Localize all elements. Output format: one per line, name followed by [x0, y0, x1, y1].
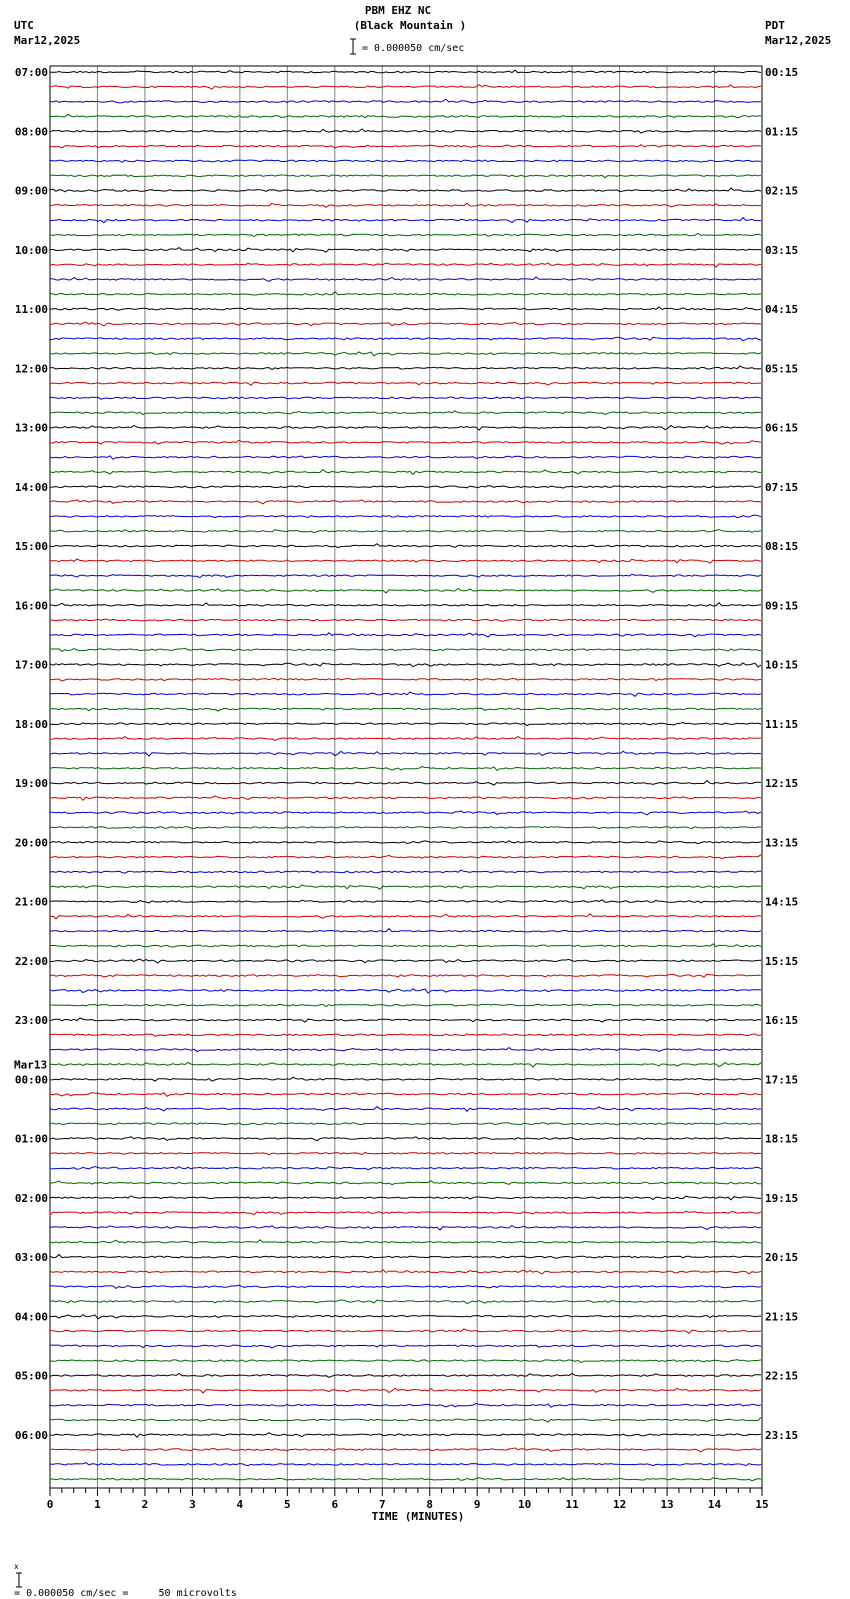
trace-row: [50, 1448, 761, 1452]
trace-row: [50, 1034, 761, 1036]
x-tick-label: 11: [565, 1498, 579, 1511]
trace-row: [50, 175, 761, 178]
trace-row: [50, 426, 761, 431]
x-tick-label: 13: [660, 1498, 674, 1511]
trace-row: [50, 1004, 761, 1006]
trace-row: [50, 411, 761, 415]
trace-row: [50, 203, 761, 207]
trace-row: [50, 574, 761, 577]
utc-hour-label: 11:00: [14, 303, 48, 316]
x-tick-label: 7: [378, 1498, 386, 1511]
pdt-hour-label: 01:15: [765, 125, 799, 139]
x-tick-label: 4: [236, 1498, 244, 1511]
pdt-hour-label: 15:15: [765, 954, 799, 968]
trace-row: [50, 841, 761, 844]
trace-row: [50, 737, 761, 741]
scale-text: = 0.000050 cm/sec: [362, 43, 465, 54]
trace-row: [50, 456, 761, 459]
trace-row: [50, 663, 761, 667]
chart-title: PBM EHZ NC: [364, 4, 432, 17]
utc-hour-label: 22:00: [14, 954, 48, 968]
utc-hour-label: 16:00: [14, 599, 48, 613]
trace-row: [50, 470, 761, 475]
utc-hour-label: 04:00: [14, 1310, 48, 1324]
trace-row: [50, 1433, 761, 1438]
x-tick-label: 14: [707, 1498, 722, 1511]
trace-row: [50, 544, 761, 548]
trace-row: [50, 530, 761, 533]
pdt-hour-label: 07:15: [765, 480, 799, 494]
pdt-hour-label: 21:15: [765, 1310, 799, 1324]
trace-row: [50, 515, 761, 518]
trace-row: [50, 337, 761, 341]
trace-row: [50, 145, 761, 148]
trace-row: [50, 1240, 761, 1243]
trace-row: [50, 767, 761, 771]
trace-row: [50, 1360, 761, 1363]
trace-row: [50, 1404, 761, 1408]
trace-row: [50, 277, 761, 281]
trace-row: [50, 751, 761, 756]
trace-row: [50, 1153, 761, 1155]
pdt-hour-label: 20:15: [765, 1251, 799, 1264]
trace-row: [50, 1300, 761, 1304]
utc-hour-label: 07:00: [14, 66, 48, 79]
x-tick-label: 1: [94, 1498, 101, 1511]
trace-row: [50, 692, 761, 696]
trace-row: [50, 1478, 761, 1481]
trace-row: [50, 85, 761, 90]
trace-row: [50, 1063, 761, 1068]
pdt-hour-label: 17:15: [765, 1073, 799, 1087]
trace-row: [50, 1285, 761, 1288]
utc-hour-label: 15:00: [14, 540, 48, 553]
trace-row: [50, 1418, 761, 1423]
trace-row: [50, 248, 761, 253]
utc-hour-label: 12:00: [14, 362, 48, 376]
x-tick-label: 15: [755, 1498, 769, 1511]
x-tick-label: 12: [612, 1498, 627, 1511]
pdt-hour-label: 02:15: [765, 184, 799, 198]
trace-row: [50, 1137, 761, 1141]
utc-hour-label: 02:00: [14, 1191, 48, 1205]
utc-hour-label: 03:00: [14, 1251, 48, 1264]
pdt-hour-label: 04:15: [765, 303, 799, 316]
left-timezone: UTC: [14, 19, 34, 32]
utc-hour-label: 08:00: [14, 125, 48, 139]
utc-hour-label: 20:00: [14, 836, 48, 850]
trace-row: [50, 959, 761, 963]
right-date: Mar12,2025: [765, 34, 832, 47]
x-tick-label: 10: [518, 1498, 532, 1511]
trace-row: [50, 486, 761, 488]
trace-row: [50, 1345, 761, 1348]
trace-row: [50, 648, 761, 651]
right-timezone: PDT: [765, 19, 785, 32]
x-tick-label: 5: [284, 1498, 291, 1511]
pdt-hour-label: 05:15: [765, 362, 799, 376]
utc-hour-label: 00:00: [14, 1073, 48, 1087]
trace-row: [50, 811, 761, 815]
utc-hour-label: 01:00: [14, 1132, 48, 1146]
pdt-hour-label: 10:15: [765, 658, 799, 672]
trace-row: [50, 263, 761, 267]
trace-row: [50, 307, 761, 310]
date-change-label: Mar13: [14, 1058, 48, 1072]
trace-row: [50, 352, 761, 356]
trace-row: [50, 781, 761, 786]
x-tick-label: 6: [331, 1498, 339, 1511]
trace-row: [50, 1048, 761, 1052]
x-tick-label: 9: [473, 1498, 481, 1511]
trace-row: [50, 1018, 761, 1022]
pdt-hour-label: 12:15: [765, 777, 799, 790]
trace-row: [50, 796, 761, 801]
footer-scale-text: = 0.000050 cm/sec = 50 microvolts: [14, 1588, 237, 1599]
x-tick-label: 0: [46, 1498, 54, 1511]
trace-row: [50, 633, 761, 637]
utc-hour-label: 19:00: [14, 777, 48, 790]
trace-row: [50, 885, 761, 889]
trace-row: [50, 292, 761, 295]
trace-row: [50, 1315, 761, 1319]
trace-row: [50, 914, 761, 919]
pdt-hour-label: 18:15: [765, 1132, 799, 1146]
trace-row: [50, 1196, 761, 1200]
pdt-hour-label: 14:15: [765, 895, 799, 909]
trace-row: [50, 989, 761, 993]
trace-row: [50, 500, 761, 504]
trace-row: [50, 366, 761, 369]
trace-row: [50, 1181, 761, 1185]
trace-row: [50, 974, 761, 977]
trace-row: [50, 1329, 761, 1333]
trace-row: [50, 870, 761, 873]
trace-row: [50, 70, 761, 73]
footer-mark: x: [14, 1562, 19, 1571]
utc-hour-label: 23:00: [14, 1014, 48, 1027]
pdt-hour-label: 19:15: [765, 1191, 799, 1205]
pdt-hour-label: 11:15: [765, 717, 799, 731]
trace-row: [50, 160, 761, 162]
utc-hour-label: 18:00: [14, 717, 48, 731]
trace-row: [50, 233, 761, 236]
trace-row: [50, 944, 761, 947]
utc-hour-label: 09:00: [14, 184, 48, 198]
utc-hour-label: 06:00: [14, 1428, 48, 1442]
trace-row: [50, 603, 761, 606]
trace-row: [50, 827, 761, 829]
x-axis-label: TIME (MINUTES): [371, 1510, 465, 1523]
pdt-hour-label: 00:15: [765, 66, 799, 79]
pdt-hour-label: 13:15: [765, 836, 799, 850]
x-tick-label: 2: [141, 1498, 149, 1511]
utc-hour-label: 05:00: [14, 1369, 48, 1383]
utc-hour-label: 10:00: [14, 243, 48, 257]
trace-row: [50, 382, 761, 385]
pdt-hour-label: 09:15: [765, 599, 799, 613]
utc-hour-label: 21:00: [14, 895, 48, 909]
trace-row: [50, 1255, 761, 1259]
trace-row: [50, 1388, 761, 1393]
trace-row: [50, 1463, 761, 1466]
trace-row: [50, 114, 761, 117]
pdt-hour-label: 03:15: [765, 243, 799, 257]
trace-row: [50, 1374, 761, 1378]
x-tick-label: 3: [189, 1498, 196, 1511]
pdt-hour-label: 16:15: [765, 1014, 799, 1027]
trace-row: [50, 129, 761, 133]
trace-row: [50, 619, 761, 621]
trace-row: [50, 1123, 761, 1125]
pdt-hour-label: 22:15: [765, 1369, 799, 1383]
trace-row: [50, 708, 761, 711]
trace-row: [50, 1270, 761, 1274]
footer-scale: [2, 1550, 237, 1599]
trace-row: [50, 929, 761, 932]
chart-subtitle: (Black Mountain ): [353, 19, 467, 32]
trace-row: [50, 397, 761, 399]
trace-row: [50, 99, 761, 103]
trace-row: [50, 322, 761, 326]
trace-row: [50, 1093, 761, 1097]
left-date: Mar12,2025: [14, 34, 81, 47]
trace-row: [50, 1211, 761, 1215]
pdt-hour-label: 08:15: [765, 540, 799, 553]
trace-row: [50, 723, 761, 726]
trace-row: [50, 1226, 761, 1231]
trace-row: [50, 1167, 761, 1170]
trace-row: [50, 679, 761, 682]
trace-row: [50, 559, 761, 563]
trace-row: [50, 855, 761, 859]
utc-hour-label: 14:00: [14, 480, 48, 494]
trace-row: [50, 900, 761, 903]
footer-scale-bar-icon: [14, 1572, 24, 1588]
utc-hour-label: 17:00: [14, 658, 48, 672]
trace-row: [50, 1107, 761, 1112]
x-tick-label: 8: [426, 1498, 434, 1511]
utc-hour-label: 13:00: [14, 421, 48, 435]
trace-row: [50, 188, 761, 192]
trace-row: [50, 589, 761, 594]
trace-row: [50, 1077, 761, 1081]
pdt-hour-label: 06:15: [765, 421, 799, 435]
trace-row: [50, 218, 761, 223]
pdt-hour-label: 23:15: [765, 1428, 799, 1442]
trace-row: [50, 440, 761, 444]
